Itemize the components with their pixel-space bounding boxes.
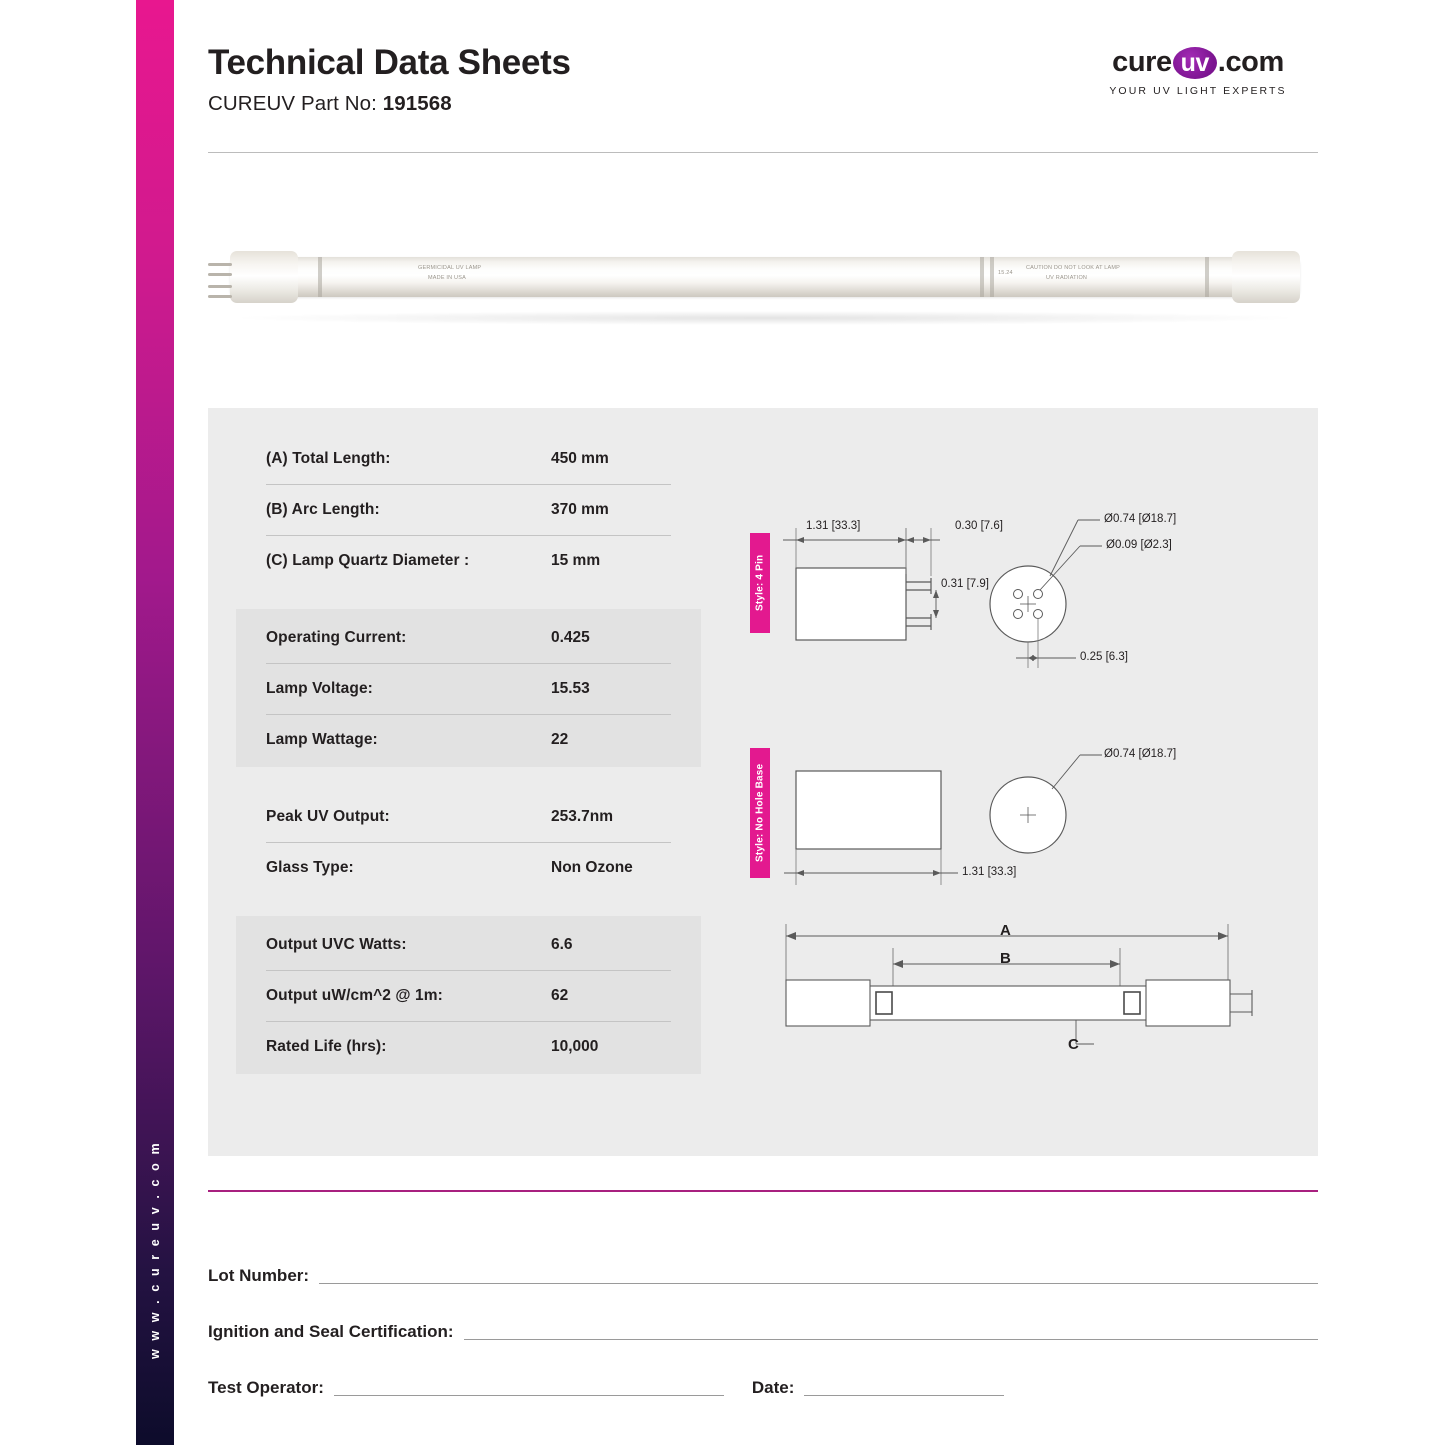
lamp-band-right xyxy=(1205,257,1209,297)
spec-label: Operating Current: xyxy=(266,629,407,646)
test-operator-input[interactable] xyxy=(334,1375,724,1396)
spec-gap xyxy=(236,767,701,788)
date-label: Date: xyxy=(751,1378,795,1397)
spec-label: Lamp Voltage: xyxy=(266,680,373,697)
lamp-band-mid xyxy=(980,257,984,297)
part-number-prefix: CUREUV Part No: xyxy=(208,91,383,115)
lot-number-row xyxy=(208,1230,1318,1286)
lamp-print-left: GERMICIDAL UV LAMP xyxy=(418,265,482,271)
logo-wordmark xyxy=(1078,46,1318,79)
spec-row xyxy=(266,664,671,715)
spec-value: 22 xyxy=(551,731,569,748)
spec-group-dimensions xyxy=(236,430,701,588)
spec-group-output xyxy=(236,916,701,1074)
certification-input[interactable] xyxy=(464,1319,1318,1340)
lamp-print-mid: 15.24 xyxy=(998,270,1013,276)
lamp-print-left2: MADE IN USA xyxy=(428,275,466,281)
lamp-band-left xyxy=(318,257,322,297)
spec-label: Output UVC Watts: xyxy=(266,936,407,953)
spec-value: 0.425 xyxy=(551,629,590,646)
spec-row xyxy=(266,715,671,765)
lamp-pin-2 xyxy=(208,273,232,276)
spec-row xyxy=(266,971,671,1022)
dim-label-c: C xyxy=(1068,1036,1079,1053)
spec-row xyxy=(266,536,671,586)
spec-gap xyxy=(236,895,701,916)
lamp-cap-left xyxy=(230,251,298,303)
spec-row xyxy=(266,792,671,843)
footer-divider xyxy=(208,1190,1318,1192)
spec-label: Peak UV Output: xyxy=(266,808,390,825)
spec-label: (C) Lamp Quartz Diameter : xyxy=(266,552,470,569)
certification-fields xyxy=(208,1230,1318,1398)
spec-group-electrical xyxy=(236,609,701,767)
spec-value: 370 mm xyxy=(551,501,609,518)
part-number-value: 191568 xyxy=(382,91,452,115)
spec-value: 6.6 xyxy=(551,936,573,953)
dim-4pin-width: 1.31 [33.3] xyxy=(806,520,861,532)
dim-4pin-pin-gap: 0.31 [7.9] xyxy=(941,578,989,590)
spec-label: (B) Arc Length: xyxy=(266,501,380,518)
spec-row xyxy=(266,434,671,485)
lamp-print-right2: UV RADIATION xyxy=(1046,275,1088,281)
dim-4pin-outer-diameter: Ø0.74 [Ø18.7] xyxy=(1104,513,1177,525)
lot-number-input[interactable] xyxy=(319,1263,1318,1284)
spec-value: 253.7nm xyxy=(551,808,614,825)
dim-label-b: B xyxy=(1000,950,1011,967)
spec-value: 450 mm xyxy=(551,450,609,467)
lamp-cap-right xyxy=(1232,251,1300,303)
cureuv-logo xyxy=(1078,46,1318,97)
spec-table xyxy=(236,430,701,1074)
spec-row xyxy=(266,920,671,971)
lamp-tube-body xyxy=(230,257,1300,297)
style-tab-4pin: Style: 4 Pin xyxy=(750,533,770,633)
spec-value: 62 xyxy=(551,987,569,1004)
test-operator-row xyxy=(208,1342,1318,1398)
dim-4pin-pin-length: 0.30 [7.6] xyxy=(955,520,1003,532)
spec-row xyxy=(266,613,671,664)
spec-row xyxy=(266,843,671,893)
sidebar-url-text: w w w . c u r e u v . c o m xyxy=(148,1140,162,1360)
lamp-pin-3 xyxy=(208,285,232,288)
logo-word-com: .com xyxy=(1217,46,1284,78)
spec-label: Output uW/cm^2 @ 1m: xyxy=(266,987,443,1004)
spec-gap xyxy=(236,588,701,609)
drawing-lamp-outline xyxy=(728,918,1288,1098)
spec-panel xyxy=(208,408,1318,1156)
test-operator-label: Test Operator: xyxy=(208,1378,324,1397)
spec-label: Glass Type: xyxy=(266,859,354,876)
spec-value: 15 mm xyxy=(551,552,601,569)
date-input[interactable] xyxy=(804,1375,1004,1396)
lamp-print-right: CAUTION DO NOT LOOK AT LAMP xyxy=(1026,265,1121,271)
lot-number-label: Lot Number: xyxy=(208,1266,310,1285)
lamp-pin-4 xyxy=(208,295,232,298)
product-photo xyxy=(200,215,1320,345)
page-title: Technical Data Sheets xyxy=(208,43,571,82)
spec-value: 10,000 xyxy=(551,1038,599,1055)
logo-uv-badge: uv xyxy=(1173,47,1217,79)
technical-drawings xyxy=(728,498,1288,1118)
spec-label: Lamp Wattage: xyxy=(266,731,378,748)
spec-label: (A) Total Length: xyxy=(266,450,391,467)
spec-row xyxy=(266,485,671,536)
certification-label: Ignition and Seal Certification: xyxy=(208,1322,454,1341)
spec-value: Non Ozone xyxy=(551,859,633,876)
lamp-shadow xyxy=(240,311,1290,325)
dim-label-a: A xyxy=(1000,922,1011,939)
style-tab-nohole: Style: No Hole Base xyxy=(750,748,770,878)
drawing-4pin-base xyxy=(728,498,1288,758)
drawing-nohole-base xyxy=(728,743,1288,943)
spec-label: Rated Life (hrs): xyxy=(266,1038,387,1055)
dim-nohole-width: 1.31 [33.3] xyxy=(962,866,1017,878)
lamp-pin-1 xyxy=(208,263,232,266)
spec-row xyxy=(266,1022,671,1072)
spec-group-optical xyxy=(236,788,701,895)
lamp-band-mid2 xyxy=(990,257,994,297)
logo-word-cure: cure xyxy=(1112,46,1172,78)
header-divider xyxy=(208,152,1318,153)
page-header xyxy=(208,44,1318,116)
dim-nohole-outer-diameter: Ø0.74 [Ø18.7] xyxy=(1104,748,1177,760)
logo-tagline: YOUR UV LIGHT EXPERTS xyxy=(1109,85,1287,98)
spec-value: 15.53 xyxy=(551,680,590,697)
certification-row xyxy=(208,1286,1318,1342)
dim-4pin-pin-diameter: Ø0.09 [Ø2.3] xyxy=(1106,539,1172,551)
dim-4pin-pin-spacing: 0.25 [6.3] xyxy=(1080,651,1128,663)
